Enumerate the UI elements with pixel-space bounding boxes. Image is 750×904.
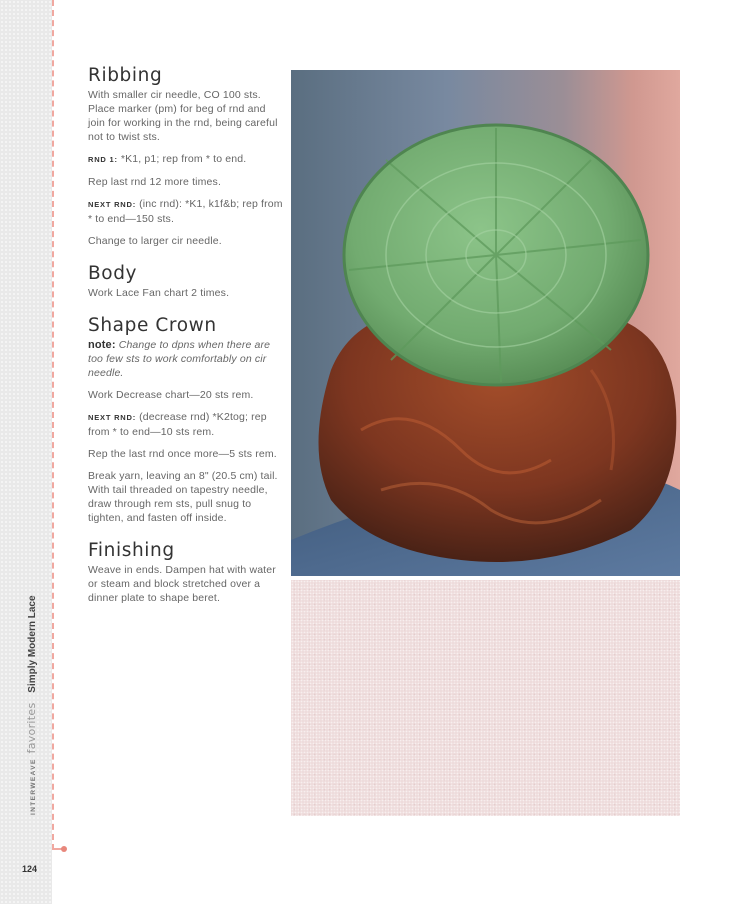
texture-panel xyxy=(291,580,680,816)
round-label: RND 1: xyxy=(88,155,118,164)
shape-crown-paragraph-2 xyxy=(88,410,283,439)
series-name: favorites xyxy=(25,702,38,754)
body-paragraph-1: Work Lace Fan chart 2 times. xyxy=(88,287,230,299)
beret-photo xyxy=(291,70,680,576)
round-label: NEXT RND: xyxy=(88,200,137,209)
page-number: 124 xyxy=(22,864,38,874)
section-title-body: Body xyxy=(88,263,138,284)
shape-crown-note xyxy=(88,338,283,380)
round-text: (decrease rnd) *K2tog; rep from * to end—10 sts rem. xyxy=(88,411,267,438)
ribbing-paragraph-1: With smaller cir needle, CO 100 sts. Place marker (pm) for beg of rnd and join for working in the rnd, being careful not to twist sts. xyxy=(88,89,278,143)
instructions-column xyxy=(88,64,283,613)
publisher-name: INTERWEAVE xyxy=(30,758,37,815)
section-title-finishing: Finishing xyxy=(88,540,175,561)
note-text: Change to dpns when there are too few sts to work comfortably on cir needle. xyxy=(88,339,271,379)
shape-crown-paragraph-4: Break yarn, leaving an 8" (20.5 cm) tail. With tail threaded on tapestry needle, draw through rem sts, pull snug to tighten, and fasten off inside. xyxy=(88,470,278,524)
finishing-paragraph-1: Weave in ends. Dampen hat with water or steam and block stretched over a dinner plate to shape beret. xyxy=(88,564,276,604)
round-text: (inc rnd): *K1, k1f&b; rep from * to end—150 sts. xyxy=(88,198,283,225)
ribbing-paragraph-2 xyxy=(88,152,283,167)
shape-crown-paragraph-1: Work Decrease chart—20 sts rem. xyxy=(88,389,254,401)
ribbing-paragraph-3: Rep last rnd 12 more times. xyxy=(88,176,222,188)
running-footer xyxy=(26,595,40,815)
round-label: NEXT RND: xyxy=(88,413,137,422)
section-title-shape-crown: Shape Crown xyxy=(88,315,217,336)
ribbing-paragraph-4 xyxy=(88,197,283,226)
note-label: note: xyxy=(88,339,116,351)
section-title-ribbing: Ribbing xyxy=(88,65,163,86)
round-text: *K1, p1; rep from * to end. xyxy=(117,153,247,165)
gutter-dashed-rule xyxy=(52,0,54,850)
ribbing-paragraph-5: Change to larger cir needle. xyxy=(88,235,222,247)
page-number-dot xyxy=(61,846,67,852)
shape-crown-paragraph-3: Rep the last rnd once more—5 sts rem. xyxy=(88,448,277,460)
book-title: Simply Modern Lace xyxy=(27,595,38,693)
